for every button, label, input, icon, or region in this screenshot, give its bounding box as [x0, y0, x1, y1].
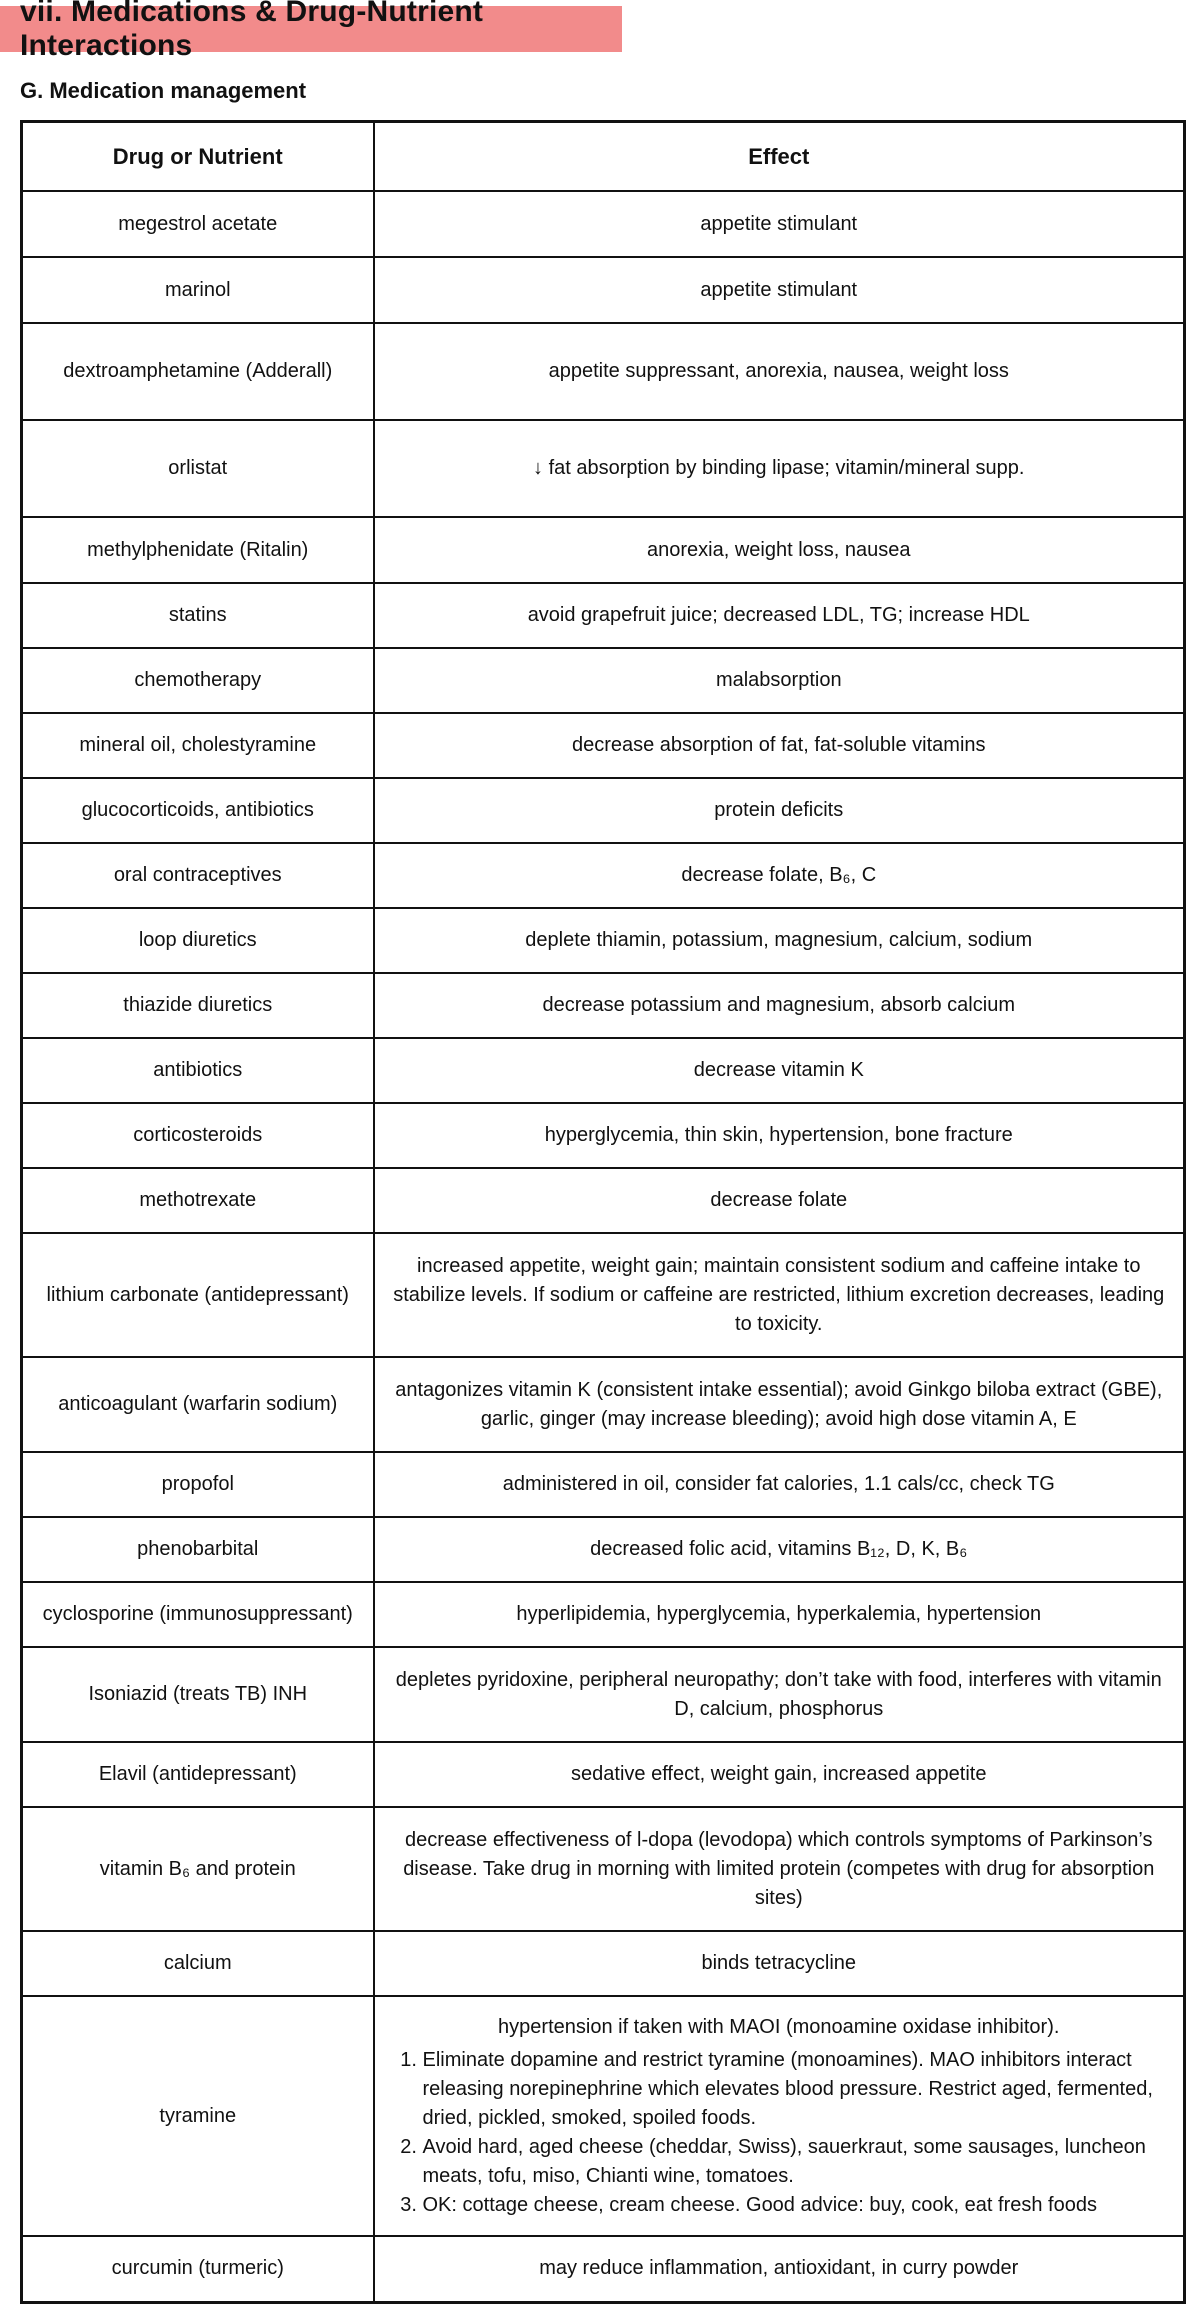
table-row [22, 517, 1185, 583]
drug-cell: marinol [22, 257, 374, 323]
effect-cell: avoid grapefruit juice; decreased LDL, TG; increase HDL [374, 583, 1185, 648]
effect-cell: decrease folate, B₆, C [374, 843, 1185, 908]
drug-cell: vitamin B₆ and protein [22, 1807, 374, 1931]
table-row [22, 257, 1185, 323]
table-row [22, 908, 1185, 973]
effect-cell: protein deficits [374, 778, 1185, 843]
table-row [22, 420, 1185, 517]
table-row [22, 843, 1185, 908]
drug-cell: methotrexate [22, 1168, 374, 1233]
effect-cell: appetite suppressant, anorexia, nausea, weight loss [374, 323, 1185, 420]
effect-cell: may reduce inflammation, antioxidant, in curry powder [374, 2236, 1185, 2302]
medication-table [20, 120, 1186, 2304]
drug-cell: calcium [22, 1931, 374, 1996]
list-item: 2. Avoid hard, aged cheese (cheddar, Swiss), sauerkraut, some sausages, luncheon meats, tofu, miso, Chianti wine, tomatoes. [423, 2133, 1172, 2191]
effect-intro: hypertension if taken with MAOI (monoamine oxidase inhibitor). [498, 2015, 1060, 2038]
effect-cell: decreased folic acid, vitamins B₁₂, D, K, B₆ [374, 1517, 1185, 1582]
effect-cell: decrease vitamin K [374, 1038, 1185, 1103]
drug-cell: mineral oil, cholestyramine [22, 713, 374, 778]
table-header-row [22, 122, 1185, 192]
table-row [22, 973, 1185, 1038]
table-row [22, 191, 1185, 257]
effect-cell: decrease folate [374, 1168, 1185, 1233]
drug-cell: antibiotics [22, 1038, 374, 1103]
drug-cell: methylphenidate (Ritalin) [22, 517, 374, 583]
drug-cell: megestrol acetate [22, 191, 374, 257]
table-row [22, 1233, 1185, 1357]
effect-cell: appetite stimulant [374, 191, 1185, 257]
table-row [22, 2236, 1185, 2302]
drug-cell: Isoniazid (treats TB) INH [22, 1647, 374, 1742]
drug-cell: orlistat [22, 420, 374, 517]
section-title-banner [0, 0, 622, 62]
effect-cell: antagonizes vitamin K (consistent intake essential); avoid Ginkgo biloba extract (GBE), garlic, ginger (may increase bleeding); avoid high dose vitamin A, E [374, 1357, 1185, 1452]
subheading: G. Medication management [20, 78, 307, 103]
table-row [22, 1931, 1185, 1996]
table-row [22, 648, 1185, 713]
table-row [22, 1168, 1185, 1233]
drug-cell: oral contraceptives [22, 843, 374, 908]
table-row [22, 1517, 1185, 1582]
effect-cell: hyperlipidemia, hyperglycemia, hyperkalemia, hypertension [374, 1582, 1185, 1647]
effect-cell: decrease effectiveness of l-dopa (levodopa) which controls symptoms of Parkinson’s disease. Take drug in morning with limited protein (competes with drug for absorption sites) [374, 1807, 1185, 1931]
header-drug: Drug or Nutrient [22, 122, 374, 192]
table-row [22, 778, 1185, 843]
drug-cell: statins [22, 583, 374, 648]
effect-cell: binds tetracycline [374, 1931, 1185, 1996]
table-row [22, 1452, 1185, 1517]
drug-cell: glucocorticoids, antibiotics [22, 778, 374, 843]
effect-cell: depletes pyridoxine, peripheral neuropathy; don’t take with food, interferes with vitamin D, calcium, phosphorus [374, 1647, 1185, 1742]
effect-cell: sedative effect, weight gain, increased appetite [374, 1742, 1185, 1807]
table-row-tyramine [22, 1996, 1185, 2236]
effect-cell: ↓ fat absorption by binding lipase; vitamin/mineral supp. [374, 420, 1185, 517]
effect-cell: appetite stimulant [374, 257, 1185, 323]
drug-cell: tyramine [22, 1996, 374, 2236]
list-item: 1. Eliminate dopamine and restrict tyramine (monoamines). MAO inhibitors interact releasing norepinephrine which elevates blood pressure. Restrict aged, fermented, dried, pickled, smoked, spoiled foods. [423, 2046, 1172, 2133]
drug-cell: curcumin (turmeric) [22, 2236, 374, 2302]
list-item: 3. OK: cottage cheese, cream cheese. Good advice: buy, cook, eat fresh foods [423, 2191, 1172, 2220]
effect-cell: malabsorption [374, 648, 1185, 713]
section-title: vii. Medications & Drug-Nutrient Interactions [20, 0, 484, 62]
drug-cell: Elavil (antidepressant) [22, 1742, 374, 1807]
table-row [22, 323, 1185, 420]
tyramine-list [387, 2046, 1172, 2220]
effect-cell: decrease potassium and magnesium, absorb calcium [374, 973, 1185, 1038]
drug-cell: chemotherapy [22, 648, 374, 713]
drug-cell: anticoagulant (warfarin sodium) [22, 1357, 374, 1452]
drug-cell: corticosteroids [22, 1103, 374, 1168]
effect-cell: administered in oil, consider fat calories, 1.1 cals/cc, check TG [374, 1452, 1185, 1517]
table-row [22, 1038, 1185, 1103]
drug-cell: thiazide diuretics [22, 973, 374, 1038]
effect-cell: hyperglycemia, thin skin, hypertension, bone fracture [374, 1103, 1185, 1168]
header-effect: Effect [374, 122, 1185, 192]
effect-cell: anorexia, weight loss, nausea [374, 517, 1185, 583]
table-row [22, 583, 1185, 648]
effect-cell [374, 1996, 1185, 2236]
effect-cell: increased appetite, weight gain; maintain consistent sodium and caffeine intake to stabilize levels. If sodium or caffeine are restricted, lithium excretion decreases, leading to toxicity. [374, 1233, 1185, 1357]
table-row [22, 1807, 1185, 1931]
drug-cell: lithium carbonate (antidepressant) [22, 1233, 374, 1357]
drug-cell: propofol [22, 1452, 374, 1517]
drug-cell: cyclosporine (immunosuppressant) [22, 1582, 374, 1647]
effect-cell: decrease absorption of fat, fat-soluble vitamins [374, 713, 1185, 778]
table-row [22, 1647, 1185, 1742]
drug-cell: phenobarbital [22, 1517, 374, 1582]
table-row [22, 713, 1185, 778]
table-row [22, 1357, 1185, 1452]
table-row [22, 1103, 1185, 1168]
drug-cell: loop diuretics [22, 908, 374, 973]
effect-cell: deplete thiamin, potassium, magnesium, calcium, sodium [374, 908, 1185, 973]
drug-cell: dextroamphetamine (Adderall) [22, 323, 374, 420]
table-row [22, 1742, 1185, 1807]
table-row [22, 1582, 1185, 1647]
